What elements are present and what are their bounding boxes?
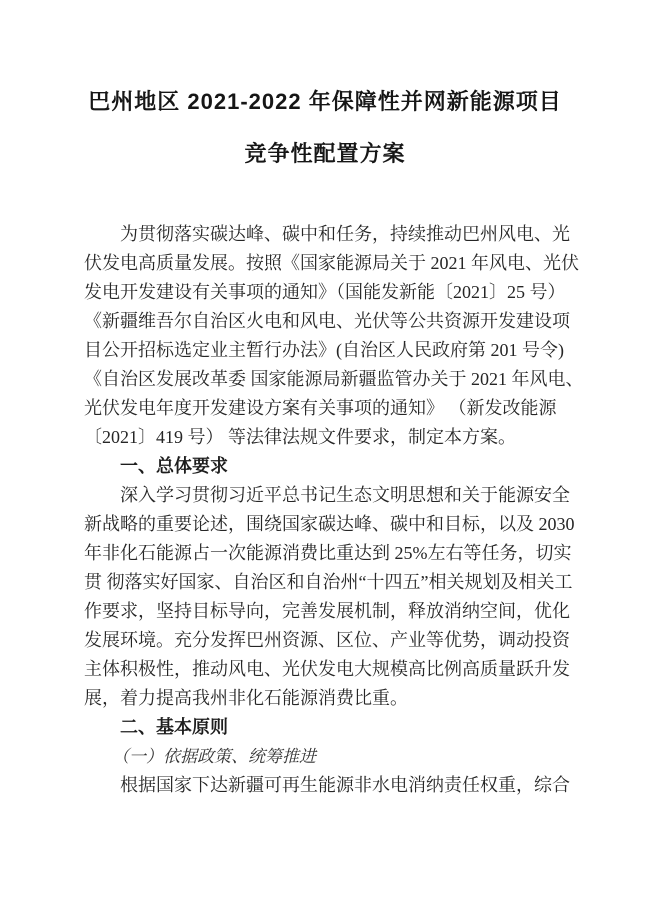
paragraph-line: 《自治区发展改革委 国家能源局新疆监管办关于 2021 年风电、 xyxy=(84,369,584,389)
paragraph-line: 新战略的重要论述，围绕国家碳达峰、碳中和目标，以及 2030 xyxy=(84,514,575,534)
paragraph-line: 年非化石能源占一次能源消费比重达到 25%左右等任务，切实 xyxy=(84,543,572,563)
heading-line: 二、基本原则 xyxy=(120,717,228,737)
paragraph-line: 展，着力提高我州非化石能源消费比重。 xyxy=(84,688,408,708)
document-title-line-1: 巴州地区 2021-2022 年保障性并网新能源项目 xyxy=(88,89,562,114)
paragraph-line: 伏发电高质量发展。按照《国家能源局关于 2021 年风电、光伏 xyxy=(84,253,579,273)
paragraph-line: 贯 彻落实好国家、自治区和自治州“十四五”相关规划及相关工 xyxy=(84,572,573,592)
paragraph-line: 作要求，坚持目标导向，完善发展机制，释放消纳空间，优化 xyxy=(84,601,570,621)
page-content xyxy=(84,0,584,800)
paragraph-line: 根据国家下达新疆可再生能源非水电消纳责任权重，综合 xyxy=(120,775,570,795)
paragraph-line: 《新疆维吾尔自治区火电和风电、光伏等公共资源开发建设项 xyxy=(84,311,570,331)
document-title-line-2: 竞争性配置方案 xyxy=(244,141,406,166)
paragraph-line: 主体积极性，推动风电、光伏发电大规模高比例高质量跃升发 xyxy=(84,659,570,679)
paragraph-line: 发展环境。充分发挥巴州资源、区位、产业等优势，调动投资 xyxy=(84,630,570,650)
paragraph-line: 深入学习贯彻习近平总书记生态文明思想和关于能源安全 xyxy=(120,485,570,505)
paragraph-line: 〔2021〕419 号） 等法律法规文件要求，制定本方案。 xyxy=(84,427,516,447)
paragraph-line: 光伏发电年度开发建设方案有关事项的通知》 （新发改能源 xyxy=(84,398,557,418)
paragraph-line: 目公开招标选定业主暂行办法》(自治区人民政府第 201 号令) xyxy=(84,340,564,360)
subheading-line: （一）依据政策、统筹推进 xyxy=(112,747,316,766)
document-title xyxy=(84,0,566,180)
heading-line: 一、总体要求 xyxy=(120,456,228,476)
document-body xyxy=(84,220,584,800)
paragraph-line: 发电开发建设有关事项的通知》（国能发新能〔2021〕25 号） xyxy=(84,282,566,302)
paragraph-line: 为贯彻落实碳达峰、碳中和任务，持续推动巴州风电、光 xyxy=(120,224,570,244)
